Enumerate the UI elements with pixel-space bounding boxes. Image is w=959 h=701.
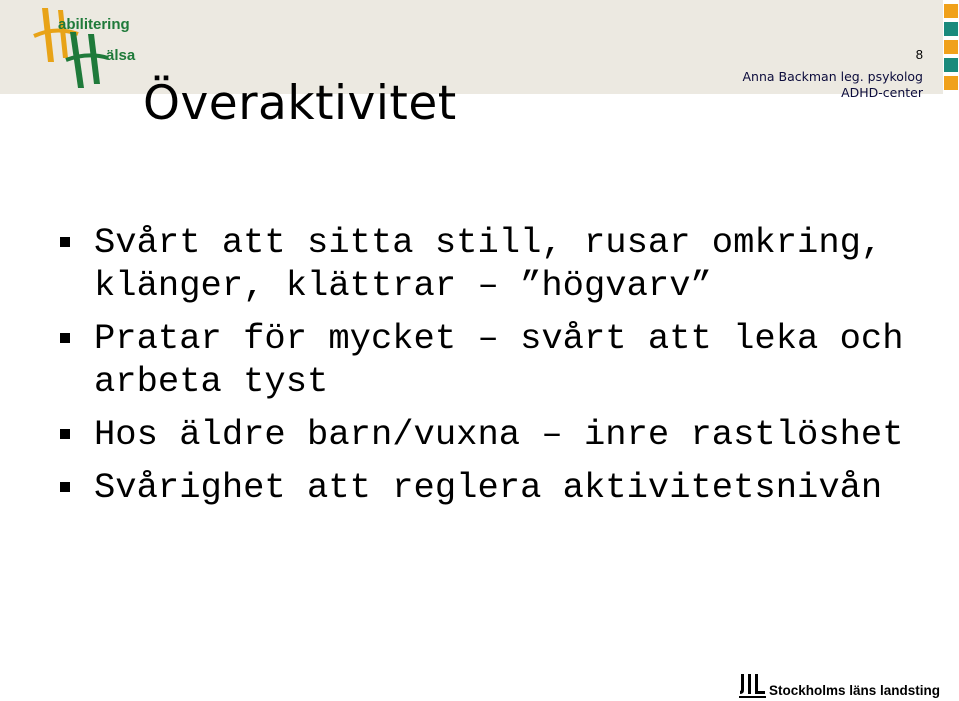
bullet-text: Pratar för mycket – svårt att leka och arbeta tyst xyxy=(94,318,904,402)
sll-mark-icon xyxy=(739,674,767,698)
teal-square xyxy=(944,22,958,36)
bullet-item xyxy=(58,466,918,509)
square-bullet-icon xyxy=(60,237,70,247)
orange-square xyxy=(944,40,958,54)
sll-name: Stockholms läns landsting xyxy=(769,683,941,698)
svg-text:älsa: älsa xyxy=(106,47,136,64)
author-department: ADHD-center xyxy=(841,85,923,100)
bullet-item xyxy=(58,221,918,307)
sll-logo xyxy=(739,674,939,700)
svg-text:abilitering: abilitering xyxy=(58,16,130,33)
bullet-text: Hos äldre barn/vuxna – inre rastlöshet xyxy=(94,414,904,455)
square-bullet-icon xyxy=(60,482,70,492)
page-number: 8 xyxy=(915,47,923,62)
author-info xyxy=(743,69,924,101)
orange-square xyxy=(944,76,958,90)
habilitering-halsa-logo xyxy=(28,2,144,94)
bullet-text: Svårt att sitta still, rusar omkring, klänger, klättrar – ”högvarv” xyxy=(94,222,883,306)
bullet-item xyxy=(58,317,918,403)
square-bullet-icon xyxy=(60,333,70,343)
bullet-item xyxy=(58,413,918,456)
author-name: Anna Backman leg. psykolog xyxy=(742,69,923,84)
bullet-list xyxy=(58,221,918,519)
decorative-squares xyxy=(943,0,959,100)
teal-square xyxy=(944,58,958,72)
slide-title: Överaktivitet xyxy=(143,76,457,131)
logo-graphic xyxy=(28,2,144,94)
square-bullet-icon xyxy=(60,429,70,439)
orange-square xyxy=(944,4,958,18)
bullet-text: Svårighet att reglera aktivitetsnivån xyxy=(94,467,883,508)
